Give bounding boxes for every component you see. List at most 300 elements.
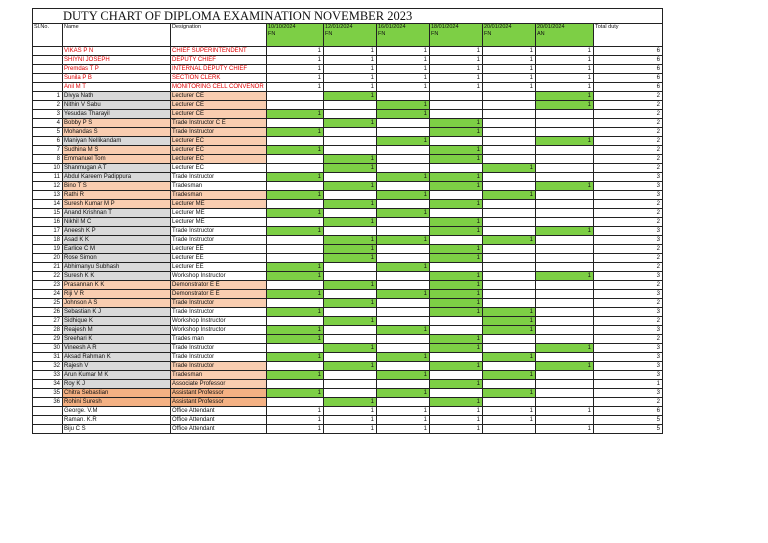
table-row <box>33 416 663 425</box>
duty-cell: 1 <box>324 218 377 227</box>
duty-cell <box>430 263 483 272</box>
sl-no-cell <box>33 56 63 65</box>
header-session-1 <box>267 24 324 47</box>
duty-cell <box>267 236 324 245</box>
table-row <box>33 335 663 344</box>
total-duty-cell: 2 <box>594 263 663 272</box>
duty-chart-body <box>33 9 663 434</box>
duty-cell <box>377 245 430 254</box>
duty-cell: 1 <box>267 326 324 335</box>
header-session-2 <box>324 24 377 47</box>
total-duty-cell: 3 <box>594 182 663 191</box>
sl-no-cell: 17 <box>33 227 63 236</box>
sl-no-cell: 8 <box>33 155 63 164</box>
duty-cell: 1 <box>377 353 430 362</box>
session-date: 12/01/2024 <box>325 24 353 30</box>
duty-cell <box>324 227 377 236</box>
duty-cell <box>377 155 430 164</box>
duty-cell <box>483 137 536 146</box>
duty-cell: 1 <box>324 416 377 425</box>
duty-cell: 1 <box>377 263 430 272</box>
sl-no-cell: 4 <box>33 119 63 128</box>
name-cell: Chitra Sebastian <box>63 389 171 398</box>
sl-no-cell: 29 <box>33 335 63 344</box>
duty-cell <box>483 335 536 344</box>
duty-cell: 1 <box>267 308 324 317</box>
sl-no-cell: 12 <box>33 182 63 191</box>
designation-cell: Office Attendant <box>171 407 267 416</box>
designation-cell: Tradesman <box>171 371 267 380</box>
duty-cell: 1 <box>430 56 483 65</box>
duty-cell: 1 <box>267 290 324 299</box>
name-cell: Suresh Kumar M P <box>63 200 171 209</box>
duty-cell <box>324 137 377 146</box>
duty-cell <box>377 92 430 101</box>
duty-cell: 1 <box>377 191 430 200</box>
duty-cell <box>267 254 324 263</box>
total-duty-cell: 3 <box>594 191 663 200</box>
name-cell: Rohini Suresh <box>63 398 171 407</box>
designation-cell: Lecturer EC <box>171 137 267 146</box>
duty-cell: 1 <box>377 425 430 434</box>
total-duty-cell: 3 <box>594 362 663 371</box>
sl-no-cell: 24 <box>33 290 63 299</box>
duty-cell: 1 <box>536 362 594 371</box>
duty-cell: 1 <box>430 83 483 92</box>
duty-cell: 1 <box>324 92 377 101</box>
duty-cell <box>430 191 483 200</box>
duty-cell <box>536 164 594 173</box>
designation-cell: Lecturer ME <box>171 200 267 209</box>
total-duty-cell: 2 <box>594 281 663 290</box>
duty-cell: 1 <box>377 101 430 110</box>
total-duty-cell: 3 <box>594 236 663 245</box>
duty-cell: 1 <box>536 182 594 191</box>
duty-cell <box>377 200 430 209</box>
designation-cell: Demonstrator E E <box>171 281 267 290</box>
duty-cell: 1 <box>430 281 483 290</box>
sl-no-cell: 25 <box>33 299 63 308</box>
duty-cell <box>483 362 536 371</box>
name-cell: Shanmugan A T <box>63 164 171 173</box>
duty-cell <box>430 326 483 335</box>
duty-cell <box>324 209 377 218</box>
duty-cell: 1 <box>267 146 324 155</box>
duty-cell <box>324 128 377 137</box>
total-duty-cell: 2 <box>594 92 663 101</box>
sl-no-cell: 11 <box>33 173 63 182</box>
duty-cell <box>267 398 324 407</box>
duty-cell: 1 <box>267 416 324 425</box>
total-duty-cell: 3 <box>594 326 663 335</box>
total-duty-cell: 6 <box>594 47 663 56</box>
duty-cell <box>430 389 483 398</box>
designation-cell: Trade Instructor <box>171 173 267 182</box>
name-cell: Bobby P S <box>63 119 171 128</box>
duty-cell <box>536 389 594 398</box>
session-date: 10/10/2024 <box>268 24 296 30</box>
name-cell: Arun Kumar M K <box>63 371 171 380</box>
designation-cell: Lecturer EC <box>171 155 267 164</box>
duty-cell: 1 <box>430 362 483 371</box>
duty-cell: 1 <box>430 74 483 83</box>
duty-cell <box>483 272 536 281</box>
duty-cell <box>377 335 430 344</box>
duty-cell: 1 <box>267 335 324 344</box>
total-duty-cell: 2 <box>594 200 663 209</box>
duty-cell <box>483 227 536 236</box>
duty-cell: 1 <box>267 425 324 434</box>
designation-cell: Lecturer CE <box>171 101 267 110</box>
sl-no-cell: 10 <box>33 164 63 173</box>
table-row <box>33 389 663 398</box>
name-cell: Aksad Rahman K <box>63 353 171 362</box>
duty-cell <box>377 281 430 290</box>
name-cell: Biju C S <box>63 425 171 434</box>
designation-cell: Trade Instructor <box>171 236 267 245</box>
duty-cell: 1 <box>324 344 377 353</box>
total-duty-cell: 2 <box>594 245 663 254</box>
duty-cell: 1 <box>483 56 536 65</box>
duty-cell <box>267 182 324 191</box>
duty-cell: 1 <box>267 371 324 380</box>
designation-cell: Workshop Instructor <box>171 317 267 326</box>
total-duty-cell: 2 <box>594 128 663 137</box>
duty-cell <box>430 317 483 326</box>
duty-cell <box>483 263 536 272</box>
duty-cell: 1 <box>536 272 594 281</box>
table-row <box>33 65 663 74</box>
sl-no-cell: 27 <box>33 317 63 326</box>
duty-cell: 1 <box>430 155 483 164</box>
total-duty-cell: 2 <box>594 101 663 110</box>
duty-cell <box>536 371 594 380</box>
duty-cell <box>536 209 594 218</box>
duty-cell <box>267 92 324 101</box>
sl-no-cell: 15 <box>33 209 63 218</box>
designation-cell: Workshop Instructor <box>171 272 267 281</box>
duty-cell <box>324 335 377 344</box>
duty-cell: 1 <box>324 398 377 407</box>
designation-cell: MONITORING CELL CONVENOR <box>171 83 267 92</box>
designation-cell: Lecturer EC <box>171 146 267 155</box>
sl-no-cell: 7 <box>33 146 63 155</box>
duty-cell: 1 <box>267 83 324 92</box>
session-slot: FN <box>484 31 492 37</box>
total-duty-cell: 2 <box>594 398 663 407</box>
duty-cell <box>536 398 594 407</box>
header-row <box>33 24 663 47</box>
duty-cell <box>267 200 324 209</box>
sl-no-cell: 5 <box>33 128 63 137</box>
duty-cell: 1 <box>324 245 377 254</box>
duty-cell <box>324 101 377 110</box>
designation-cell: Lecturer EE <box>171 254 267 263</box>
sl-no-cell: 6 <box>33 137 63 146</box>
duty-cell <box>483 110 536 119</box>
table-row <box>33 407 663 416</box>
name-cell: SHIYNI JOSEPH <box>63 56 171 65</box>
designation-cell: Assistant Professor <box>171 389 267 398</box>
title-row <box>33 9 663 24</box>
name-cell: Divya Nath <box>63 92 171 101</box>
duty-cell <box>267 245 324 254</box>
duty-cell: 1 <box>483 65 536 74</box>
sl-no-cell <box>33 425 63 434</box>
duty-cell: 1 <box>267 209 324 218</box>
total-duty-cell: 2 <box>594 110 663 119</box>
duty-cell <box>536 299 594 308</box>
duty-cell: 1 <box>430 407 483 416</box>
duty-cell: 1 <box>324 299 377 308</box>
sl-no-cell <box>33 83 63 92</box>
total-duty-cell: 3 <box>594 290 663 299</box>
duty-cell: 1 <box>324 281 377 290</box>
total-duty-cell: 2 <box>594 119 663 128</box>
total-duty-cell: 2 <box>594 209 663 218</box>
session-date: 16/01/2024 <box>378 24 406 30</box>
duty-cell: 1 <box>324 182 377 191</box>
duty-cell <box>324 380 377 389</box>
duty-cell: 1 <box>324 362 377 371</box>
name-cell: Sreehari K <box>63 335 171 344</box>
header-sl-no: Sl.No. <box>33 24 63 47</box>
duty-cell: 1 <box>267 74 324 83</box>
sl-no-cell: 28 <box>33 326 63 335</box>
duty-cell: 1 <box>483 416 536 425</box>
duty-cell: 1 <box>483 353 536 362</box>
duty-cell: 1 <box>483 236 536 245</box>
total-duty-cell: 2 <box>594 155 663 164</box>
duty-cell: 1 <box>536 407 594 416</box>
total-duty-cell: 2 <box>594 137 663 146</box>
sl-no-cell: 22 <box>33 272 63 281</box>
sl-no-cell: 1 <box>33 92 63 101</box>
sl-no-cell: 30 <box>33 344 63 353</box>
chart-title: DUTY CHART OF DIPLOMA EXAMINATION NOVEMBER 2023 <box>33 9 663 24</box>
duty-cell: 1 <box>267 263 324 272</box>
duty-cell <box>536 353 594 362</box>
duty-cell: 1 <box>536 227 594 236</box>
designation-cell: Trade Instructor C E <box>171 119 267 128</box>
duty-cell: 1 <box>377 74 430 83</box>
duty-cell <box>483 92 536 101</box>
total-duty-cell: 6 <box>594 65 663 74</box>
total-duty-cell: 3 <box>594 389 663 398</box>
table-row <box>33 254 663 263</box>
duty-cell: 1 <box>324 74 377 83</box>
designation-cell: Trade Instructor <box>171 362 267 371</box>
duty-cell <box>430 101 483 110</box>
duty-cell: 1 <box>377 407 430 416</box>
duty-cell: 1 <box>267 173 324 182</box>
total-duty-cell: 2 <box>594 146 663 155</box>
name-cell: Nithin V Sabu <box>63 101 171 110</box>
total-duty-cell: 3 <box>594 308 663 317</box>
duty-cell <box>536 308 594 317</box>
duty-cell: 1 <box>377 137 430 146</box>
total-duty-cell: 2 <box>594 164 663 173</box>
sl-no-cell <box>33 47 63 56</box>
designation-cell: Demonstrator E E <box>171 290 267 299</box>
sl-no-cell: 32 <box>33 362 63 371</box>
duty-cell: 1 <box>430 218 483 227</box>
duty-cell <box>536 236 594 245</box>
duty-cell: 1 <box>430 308 483 317</box>
duty-cell <box>324 326 377 335</box>
duty-cell: 1 <box>483 371 536 380</box>
table-row <box>33 263 663 272</box>
duty-cell: 1 <box>377 389 430 398</box>
duty-cell: 1 <box>430 119 483 128</box>
total-duty-cell: 2 <box>594 254 663 263</box>
table-row <box>33 92 663 101</box>
duty-cell: 1 <box>430 416 483 425</box>
sl-no-cell: 31 <box>33 353 63 362</box>
duty-cell <box>324 290 377 299</box>
duty-cell: 1 <box>536 425 594 434</box>
name-cell: Emmanuel Tom <box>63 155 171 164</box>
total-duty-cell: 2 <box>594 218 663 227</box>
total-duty-cell: 2 <box>594 317 663 326</box>
duty-cell: 1 <box>324 47 377 56</box>
duty-cell <box>324 272 377 281</box>
table-row <box>33 209 663 218</box>
sl-no-cell: 14 <box>33 200 63 209</box>
duty-cell <box>377 380 430 389</box>
sl-no-cell: 13 <box>33 191 63 200</box>
designation-cell: CHIEF SUPERINTENDENT <box>171 47 267 56</box>
duty-cell <box>483 119 536 128</box>
duty-cell <box>483 155 536 164</box>
duty-cell: 1 <box>324 407 377 416</box>
duty-cell <box>324 353 377 362</box>
duty-cell <box>324 371 377 380</box>
designation-cell: SECTION CLERK <box>171 74 267 83</box>
duty-cell: 1 <box>536 92 594 101</box>
designation-cell: DEPUTY CHIEF <box>171 56 267 65</box>
duty-cell: 1 <box>377 290 430 299</box>
duty-cell <box>377 227 430 236</box>
duty-cell <box>483 218 536 227</box>
duty-cell <box>430 353 483 362</box>
table-row <box>33 245 663 254</box>
session-slot: AN <box>537 31 545 37</box>
designation-cell: Associate Professor <box>171 380 267 389</box>
duty-cell <box>377 308 430 317</box>
designation-cell: Lecturer EE <box>171 245 267 254</box>
table-row <box>33 191 663 200</box>
header-session-6 <box>536 24 594 47</box>
duty-cell: 1 <box>430 128 483 137</box>
session-date: 18/01/2024 <box>431 24 459 30</box>
name-cell: Sidhique K <box>63 317 171 326</box>
name-cell: Asad K K <box>63 236 171 245</box>
duty-cell <box>324 389 377 398</box>
name-cell: Roy K J <box>63 380 171 389</box>
duty-cell: 1 <box>536 137 594 146</box>
duty-cell <box>536 317 594 326</box>
duty-cell <box>483 254 536 263</box>
duty-cell: 1 <box>267 353 324 362</box>
name-cell: Rathi R <box>63 191 171 200</box>
duty-cell: 1 <box>267 47 324 56</box>
total-duty-cell: 6 <box>594 56 663 65</box>
table-row <box>33 119 663 128</box>
designation-cell: Trade Instructor <box>171 128 267 137</box>
sl-no-cell: 26 <box>33 308 63 317</box>
table-row <box>33 317 663 326</box>
duty-cell <box>324 308 377 317</box>
duty-cell <box>536 281 594 290</box>
designation-cell: Lecturer ME <box>171 209 267 218</box>
header-session-5 <box>483 24 536 47</box>
designation-cell: Trade Instructor <box>171 344 267 353</box>
duty-cell <box>483 245 536 254</box>
duty-cell <box>536 191 594 200</box>
name-cell: Anil M T <box>63 83 171 92</box>
duty-cell: 1 <box>267 191 324 200</box>
name-cell: Prasannan K K <box>63 281 171 290</box>
name-cell: Sunila P B <box>63 74 171 83</box>
duty-cell: 1 <box>377 173 430 182</box>
duty-cell <box>267 380 324 389</box>
duty-cell <box>536 290 594 299</box>
duty-cell <box>324 173 377 182</box>
duty-cell: 1 <box>536 101 594 110</box>
duty-chart-table <box>32 8 663 434</box>
duty-cell: 1 <box>536 74 594 83</box>
sl-no-cell: 16 <box>33 218 63 227</box>
duty-cell <box>377 164 430 173</box>
duty-cell: 1 <box>536 65 594 74</box>
total-duty-cell: 5 <box>594 425 663 434</box>
duty-cell <box>377 218 430 227</box>
duty-cell <box>536 200 594 209</box>
duty-cell <box>483 146 536 155</box>
duty-cell: 1 <box>430 173 483 182</box>
total-duty-cell: 3 <box>594 353 663 362</box>
designation-cell: Trades man <box>171 335 267 344</box>
duty-cell <box>324 263 377 272</box>
duty-cell: 1 <box>483 326 536 335</box>
duty-cell <box>536 335 594 344</box>
table-row <box>33 110 663 119</box>
duty-cell <box>483 380 536 389</box>
name-cell: Maniyan Nellikandam <box>63 137 171 146</box>
duty-cell <box>536 326 594 335</box>
name-cell: Suresh K K <box>63 272 171 281</box>
duty-cell: 1 <box>377 110 430 119</box>
designation-cell: Lecturer CE <box>171 110 267 119</box>
duty-cell <box>377 119 430 128</box>
sl-no-cell: 20 <box>33 254 63 263</box>
table-row <box>33 308 663 317</box>
duty-cell <box>483 344 536 353</box>
duty-cell: 1 <box>267 272 324 281</box>
table-row <box>33 155 663 164</box>
duty-cell <box>324 146 377 155</box>
total-duty-cell: 3 <box>594 227 663 236</box>
duty-cell <box>430 92 483 101</box>
duty-cell: 1 <box>483 389 536 398</box>
duty-cell <box>377 344 430 353</box>
duty-cell <box>536 146 594 155</box>
designation-cell: Office Attendant <box>171 416 267 425</box>
designation-cell: Workshop Instructor <box>171 326 267 335</box>
sl-no-cell: 3 <box>33 110 63 119</box>
duty-cell <box>267 101 324 110</box>
